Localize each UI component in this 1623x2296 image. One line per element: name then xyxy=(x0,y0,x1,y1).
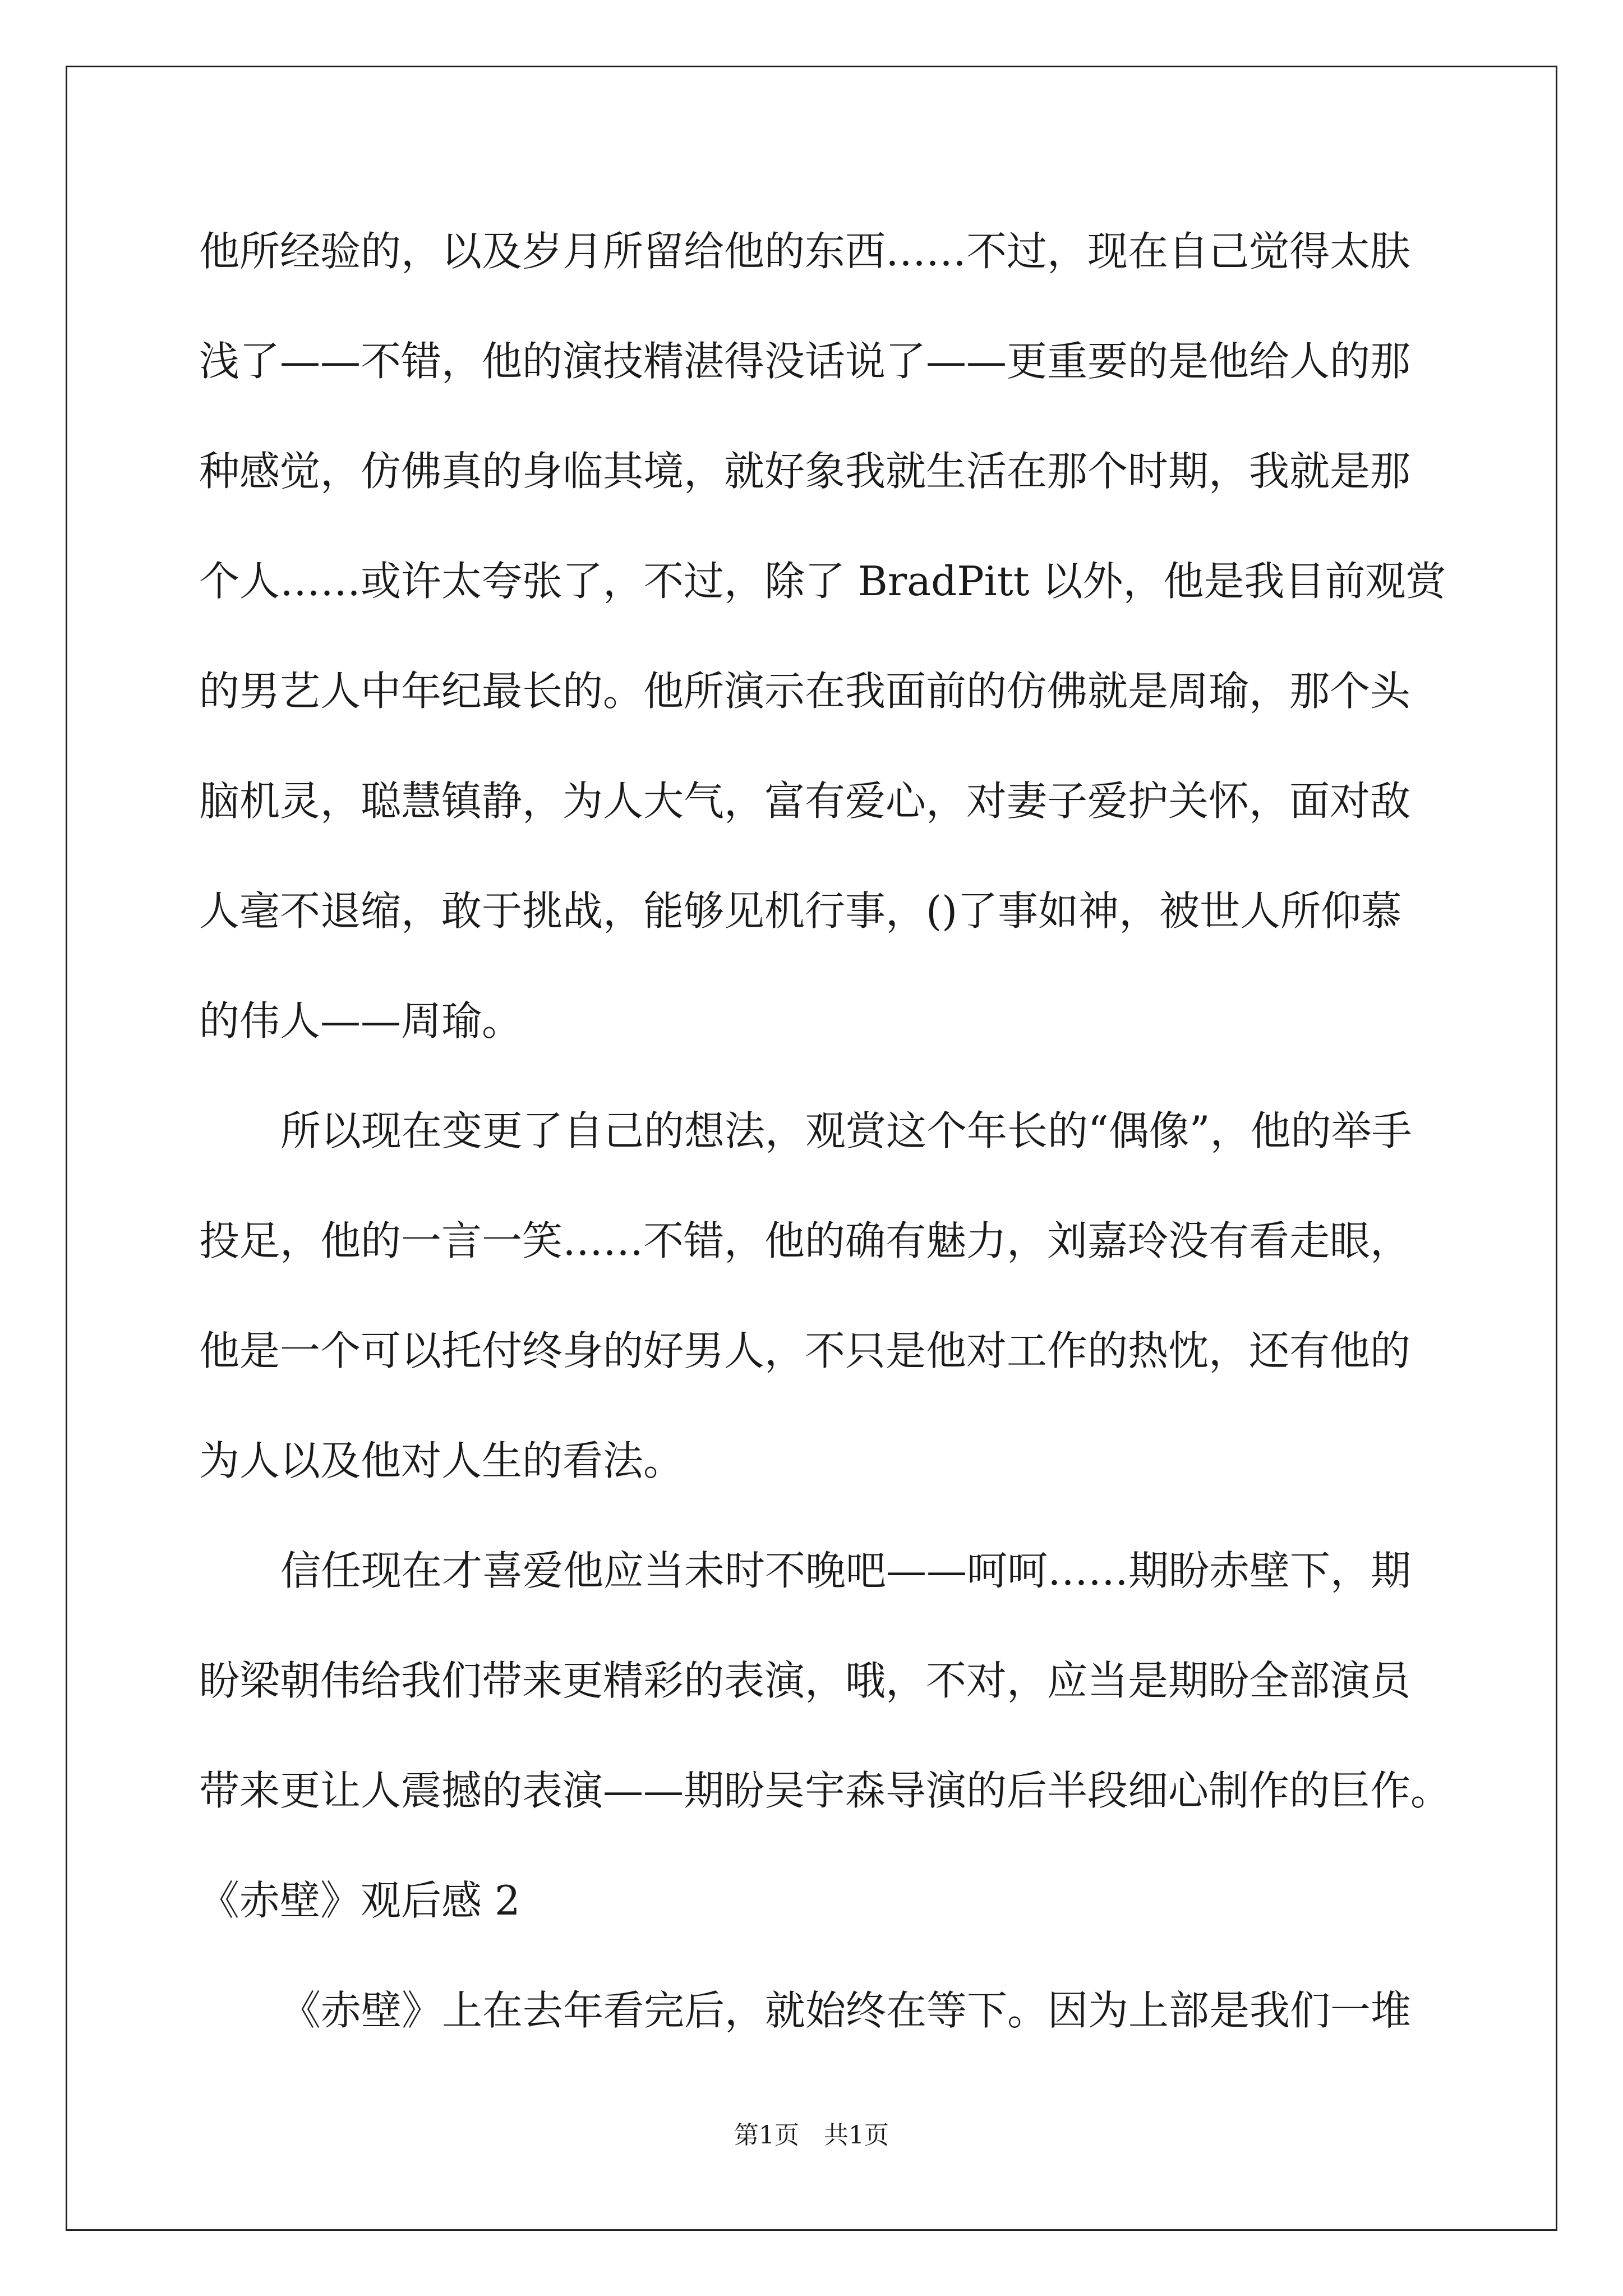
paragraph-first-line: 信任现在才喜爱他应当未时不晚吧——呵呵……期盼赤壁下，期 xyxy=(280,1547,1412,1594)
text-line: 的伟人——周瑜。 xyxy=(199,997,523,1045)
text-line: 盼梁朝伟给我们带来更精彩的表演，哦，不对，应当是期盼全部演员 xyxy=(199,1657,1411,1704)
text-line: 他是一个可以托付终身的好男人，不只是他对工作的热忱，还有他的 xyxy=(199,1327,1411,1374)
text-line: 他所经验的，以及岁月所留给他的东西……不过，现在自己觉得太肤 xyxy=(199,228,1411,275)
text-line: 个人……或许太夸张了，不过，除了 BradPitt 以外，他是我目前观赏 xyxy=(199,558,1446,605)
text-line: 种感觉，仿佛真的身临其境，就好象我就生活在那个时期，我就是那 xyxy=(199,448,1411,495)
page-number: 第1页 共1页 xyxy=(734,2121,889,2150)
paragraph-first-line: 所以现在变更了自己的想法，观赏这个年长的“偶像”，他的举手 xyxy=(280,1107,1412,1154)
text-line: 为人以及他对人生的看法。 xyxy=(199,1437,684,1484)
paragraph-first-line: 《赤壁》上在去年看完后，就始终在等下。因为上部是我们一堆 xyxy=(280,1987,1412,2034)
text-line: 浅了——不错，他的演技精湛得没话说了——更重要的是他给人的那 xyxy=(199,338,1411,385)
text-line: 的男艺人中年纪最长的。他所演示在我面前的仿佛就是周瑜，那个头 xyxy=(199,668,1411,715)
text-line: 投足，他的一言一笑……不错，他的确有魅力，刘嘉玲没有看走眼， xyxy=(199,1217,1411,1264)
section-heading: 《赤壁》观后感 2 xyxy=(199,1877,520,1924)
text-line: 人毫不退缩，敢于挑战，能够见机行事，()了事如神，被世人所仰慕 xyxy=(199,887,1402,935)
text-line: 带来更让人震撼的表演——期盼吴宇森导演的后半段细心制作的巨作。 xyxy=(199,1767,1451,1814)
text-line: 脑机灵，聪慧镇静，为人大气，富有爱心，对妻子爱护关怀，面对敌 xyxy=(199,777,1411,825)
